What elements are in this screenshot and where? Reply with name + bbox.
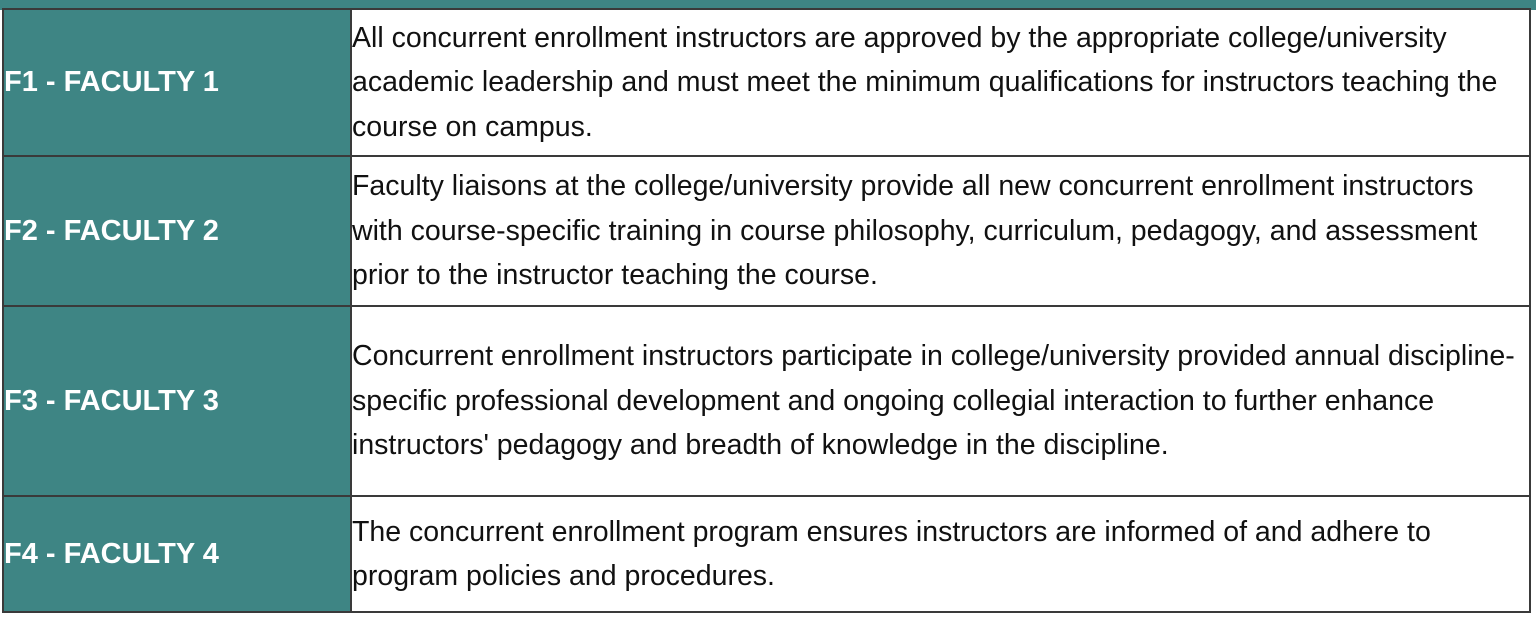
standard-description: All concurrent enrollment instructors are approved by the appropriate college/university academic leadership and must meet the minimum qualifications for instructors teaching the course on campus.: [351, 9, 1530, 156]
standard-code: F3 - FACULTY 3: [3, 306, 351, 496]
table-row: [3, 156, 1530, 306]
faculty-standards-table: [2, 8, 1531, 613]
standard-description: Faculty liaisons at the college/university provide all new concurrent enrollment instructors with course-specific training in course philosophy, curriculum, pedagogy, and assessment prior to the instructor teaching the course.: [351, 156, 1530, 306]
standard-code: F1 - FACULTY 1: [3, 9, 351, 156]
standard-description: The concurrent enrollment program ensures instructors are informed of and adhere to program policies and procedures.: [351, 496, 1530, 612]
table-row: [3, 306, 1530, 496]
table-row: [3, 9, 1530, 156]
standard-code: F4 - FACULTY 4: [3, 496, 351, 612]
table-row: [3, 496, 1530, 612]
standard-code: F2 - FACULTY 2: [3, 156, 351, 306]
standard-description: Concurrent enrollment instructors participate in college/university provided annual discipline-specific professional development and ongoing collegial interaction to further enhance instructors' pedagogy and breadth of knowledge in the discipline.: [351, 306, 1530, 496]
